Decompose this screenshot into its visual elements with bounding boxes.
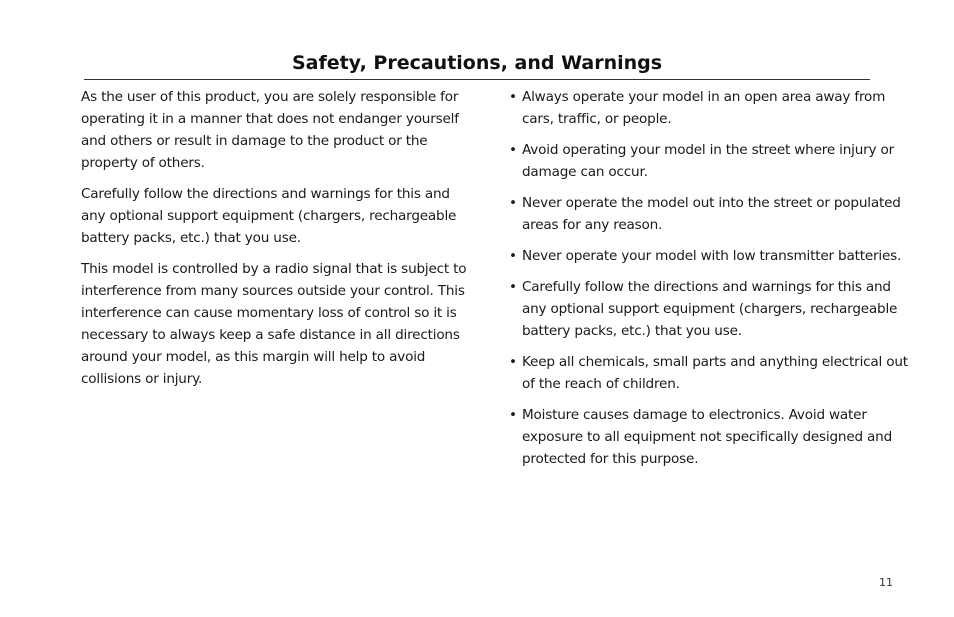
bullet-icon: •	[509, 142, 517, 158]
page-title: Safety, Precautions, and Warnings	[291, 52, 663, 74]
list-item	[509, 351, 909, 395]
list-item-text: Keep all chemicals, small parts and anything electrical out of the reach of children.	[522, 354, 908, 392]
right-column	[509, 86, 909, 479]
bullet-icon: •	[509, 279, 517, 295]
bullet-icon: •	[509, 407, 517, 423]
list-item-text: Carefully follow the directions and warnings for this and any optional support equipment (chargers, rechargeable battery packs, etc.) that you use.	[522, 279, 898, 339]
list-item	[509, 404, 909, 470]
paragraph-responsibility: As the user of this product, you are solely responsible for operating it in a manner that does not endanger yourself and others or result in damage to the product or the property of others.	[81, 89, 459, 171]
list-item	[509, 276, 909, 342]
bullet-icon: •	[509, 195, 517, 211]
list-item	[509, 139, 909, 183]
warnings-list	[509, 86, 909, 470]
list-item-text: Moisture causes damage to electronics. Avoid water exposure to all equipment not specifically designed and protected for this purpose.	[522, 407, 893, 467]
list-item-text: Always operate your model in an open area away from cars, traffic, or people.	[522, 89, 886, 127]
bullet-icon: •	[509, 89, 517, 105]
paragraph-radio-interference: This model is controlled by a radio signal that is subject to interference from many sources outside your control. This interference can cause momentary loss of control so it is necessary to always keep a safe distance in all directions around your model, as this margin will help to avoid collisions or injury.	[81, 261, 467, 387]
paragraph-directions: Carefully follow the directions and warnings for this and any optional support equipment (chargers, rechargeable battery packs, etc.) that you use.	[81, 186, 457, 246]
title-divider	[84, 79, 870, 80]
list-item-text: Avoid operating your model in the street where injury or damage can occur.	[522, 142, 894, 180]
bullet-icon: •	[509, 354, 517, 370]
list-item	[509, 245, 909, 267]
list-item-text: Never operate your model with low transmitter batteries.	[522, 248, 902, 264]
bullet-icon: •	[509, 248, 517, 264]
left-column	[81, 86, 477, 399]
list-item-text: Never operate the model out into the street or populated areas for any reason.	[522, 195, 901, 233]
list-item	[509, 192, 909, 236]
list-item	[509, 86, 909, 130]
page-number: 11	[879, 576, 893, 589]
